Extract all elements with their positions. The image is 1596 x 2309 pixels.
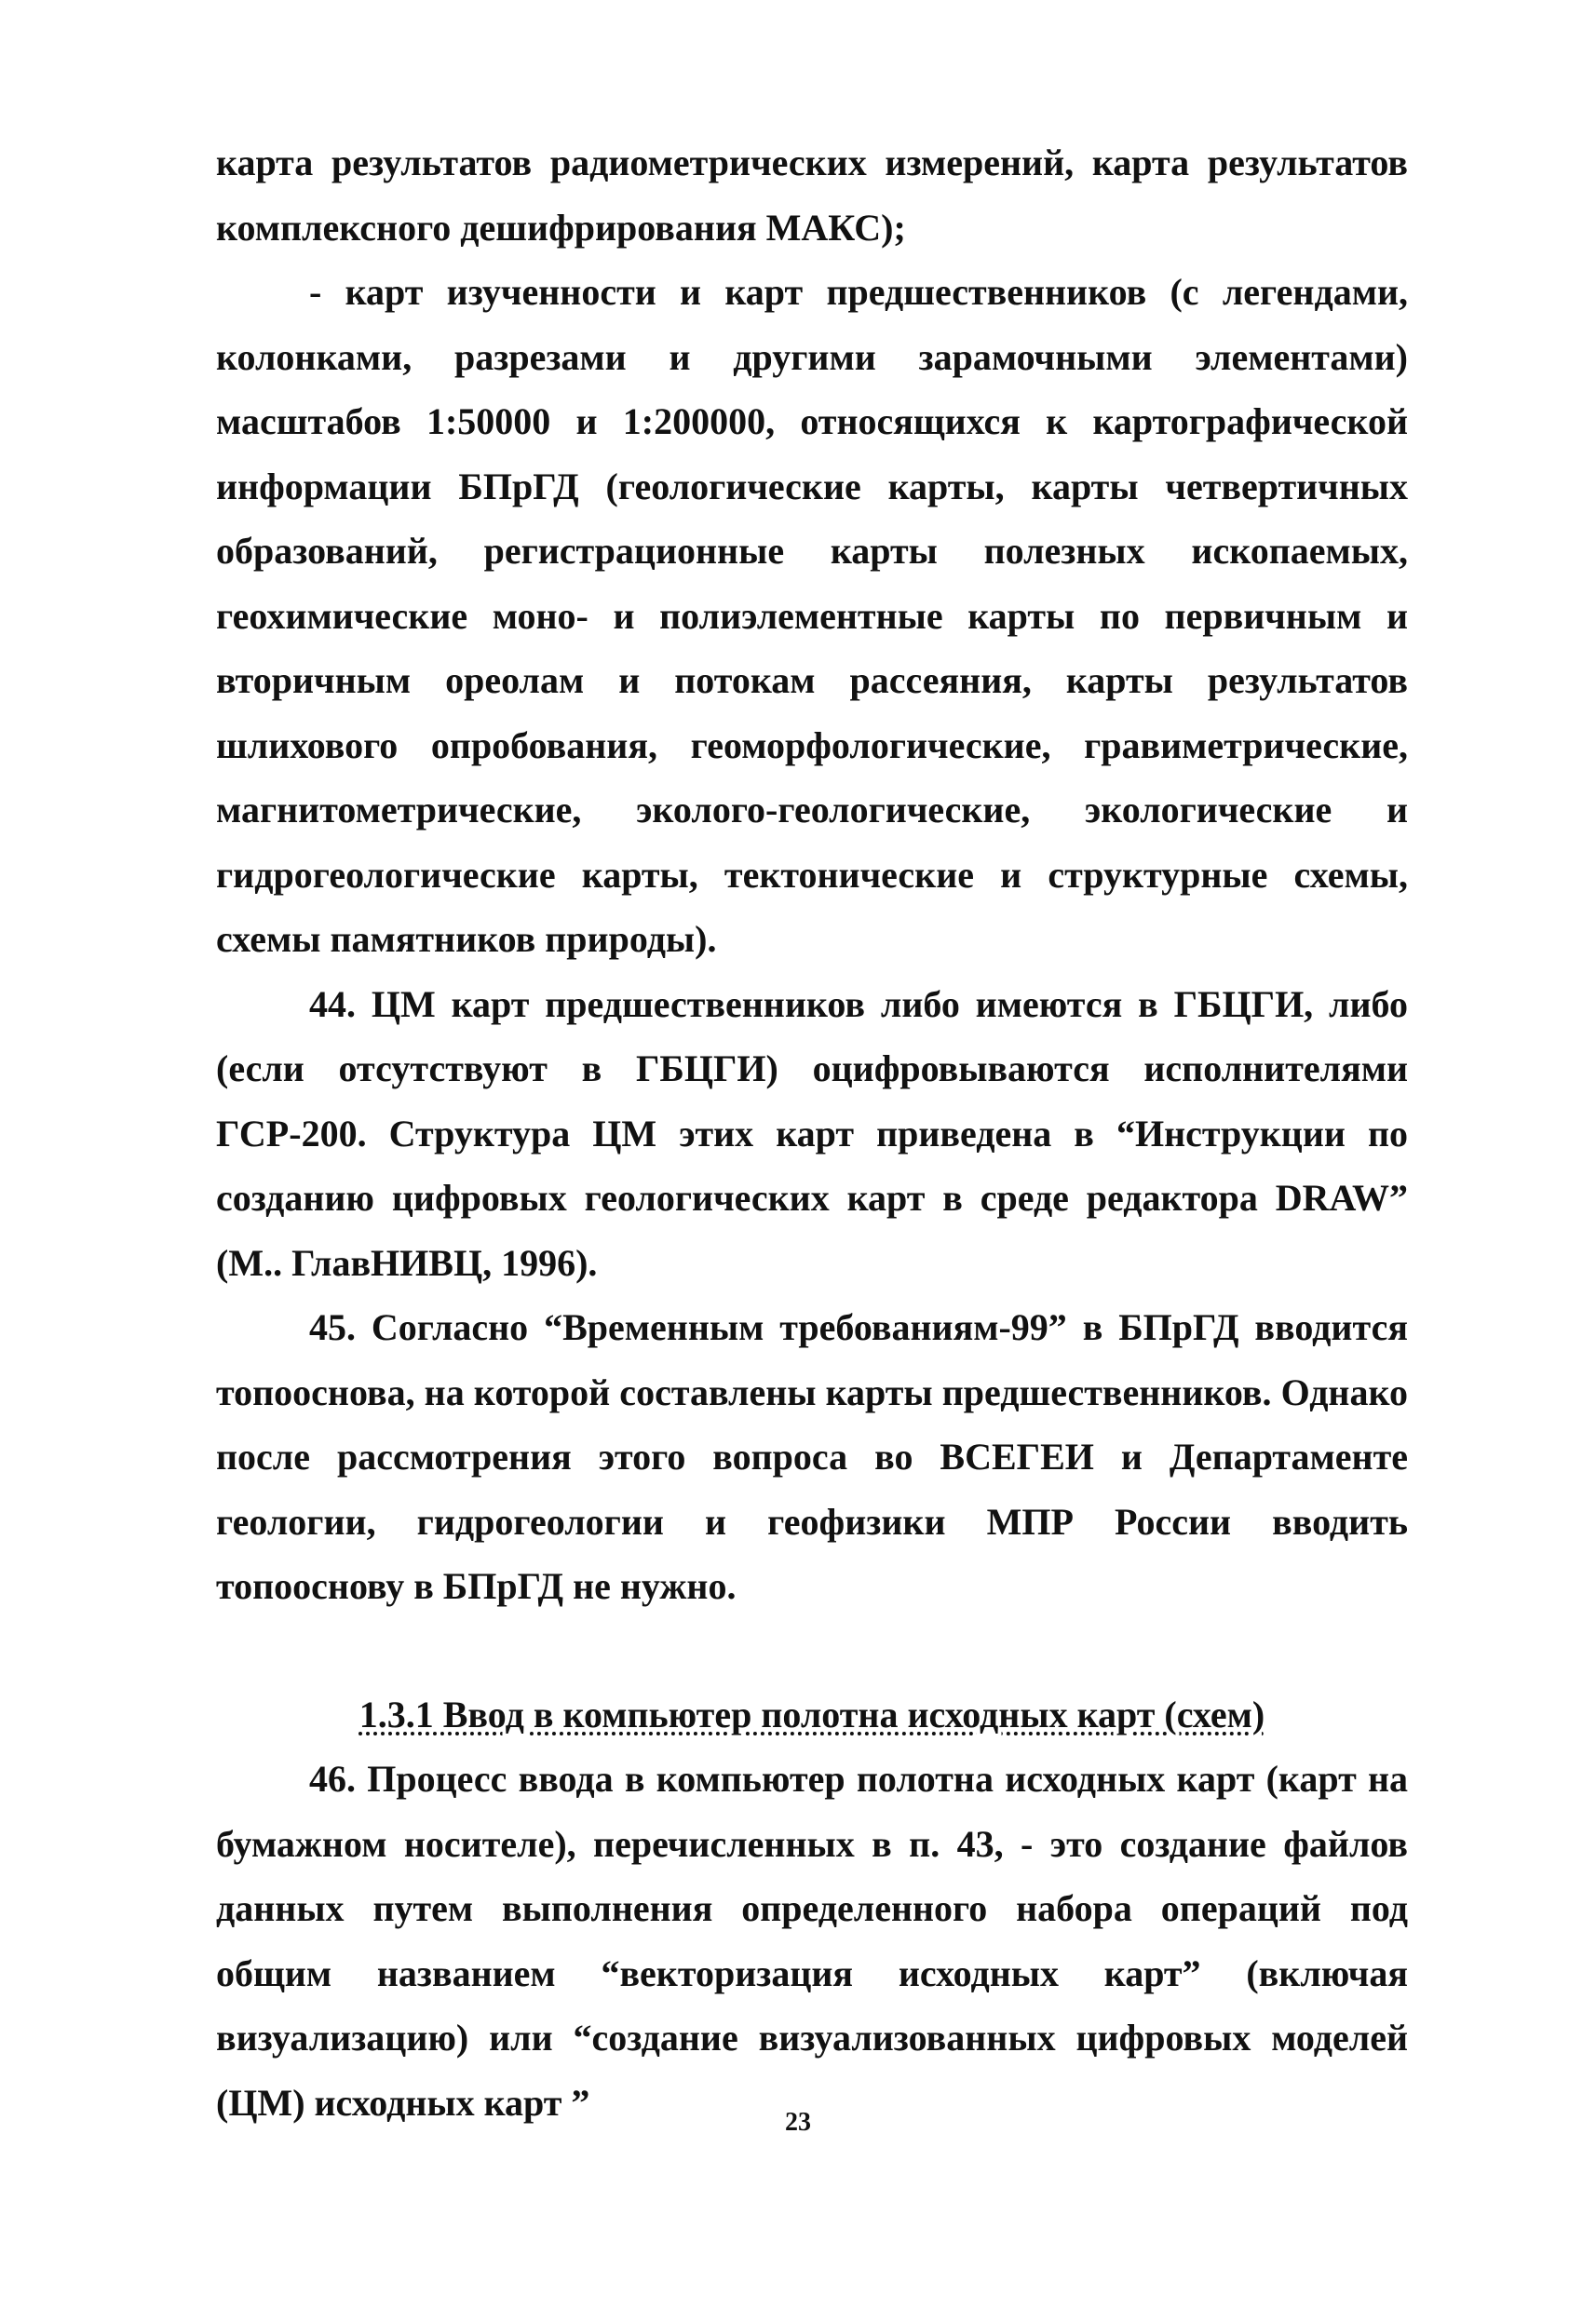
paragraph-maps-list: - карт изученности и карт предшественников (с легендами, колонками, разрезами и другими зарамочными элементами) масштабов 1:50000 и 1:200000, относящихся к картографической информации БПрГД (геологические карты, карты четвертичных образований, регистрационные карты полезных ископаемых, геохимические моно- и полиэлементные карты по первичным и вторичным ореолам и потокам рассеяния, карты результатов шлихового опробования, геоморфологические, гравиметрические, магнитометрические, эколого-геологические, экологические и гидрогеологические карты, тектонические и структурные схемы, схемы памятников природы). [216, 271, 1408, 960]
page-number: 23 [785, 2108, 811, 2137]
section-heading: 1.3.1 Ввод в компьютер полотна исходных карт (схем) [358, 1693, 1265, 1735]
paragraph-46: 46. Процесс ввода в компьютер полотна исходных карт (карт на бумажном носителе), перечисленных в п. 43, - это создание файлов данных путем выполнения определенного набора операций под общим названием “векторизация исходных карт” (включая визуализацию) или “создание визуализованных цифровых моделей (ЦМ) исходных карт ” [216, 1758, 1408, 2124]
paragraph-continuation: карта результатов радиометрических измерений, карта результатов комплексного дешифрирования МАКС); [216, 142, 1408, 249]
paragraph-44: 44. ЦМ карт предшественников либо имеются в ГБЦГИ, либо (если отсутствуют в ГБЦГИ) оцифровываются исполнителями ГСР-200. Структура ЦМ этих карт приведена в “Инструкции по созданию цифровых геологических карт в среде редактора DRAW” (М.. ГлавНИВЦ, 1996). [216, 982, 1408, 1284]
paragraph-45: 45. Согласно “Временным требованиям-99” в БПрГД вводится топооснова, на которой составлены карты предшественников. Однако после рассмотрения этого вопроса во ВСЕГЕИ и Департаменте геологии, гидрогеологии и геофизики МПР России вводить топооснову в БПрГД не нужно. [216, 1306, 1408, 1607]
text-body [216, 130, 1408, 2135]
